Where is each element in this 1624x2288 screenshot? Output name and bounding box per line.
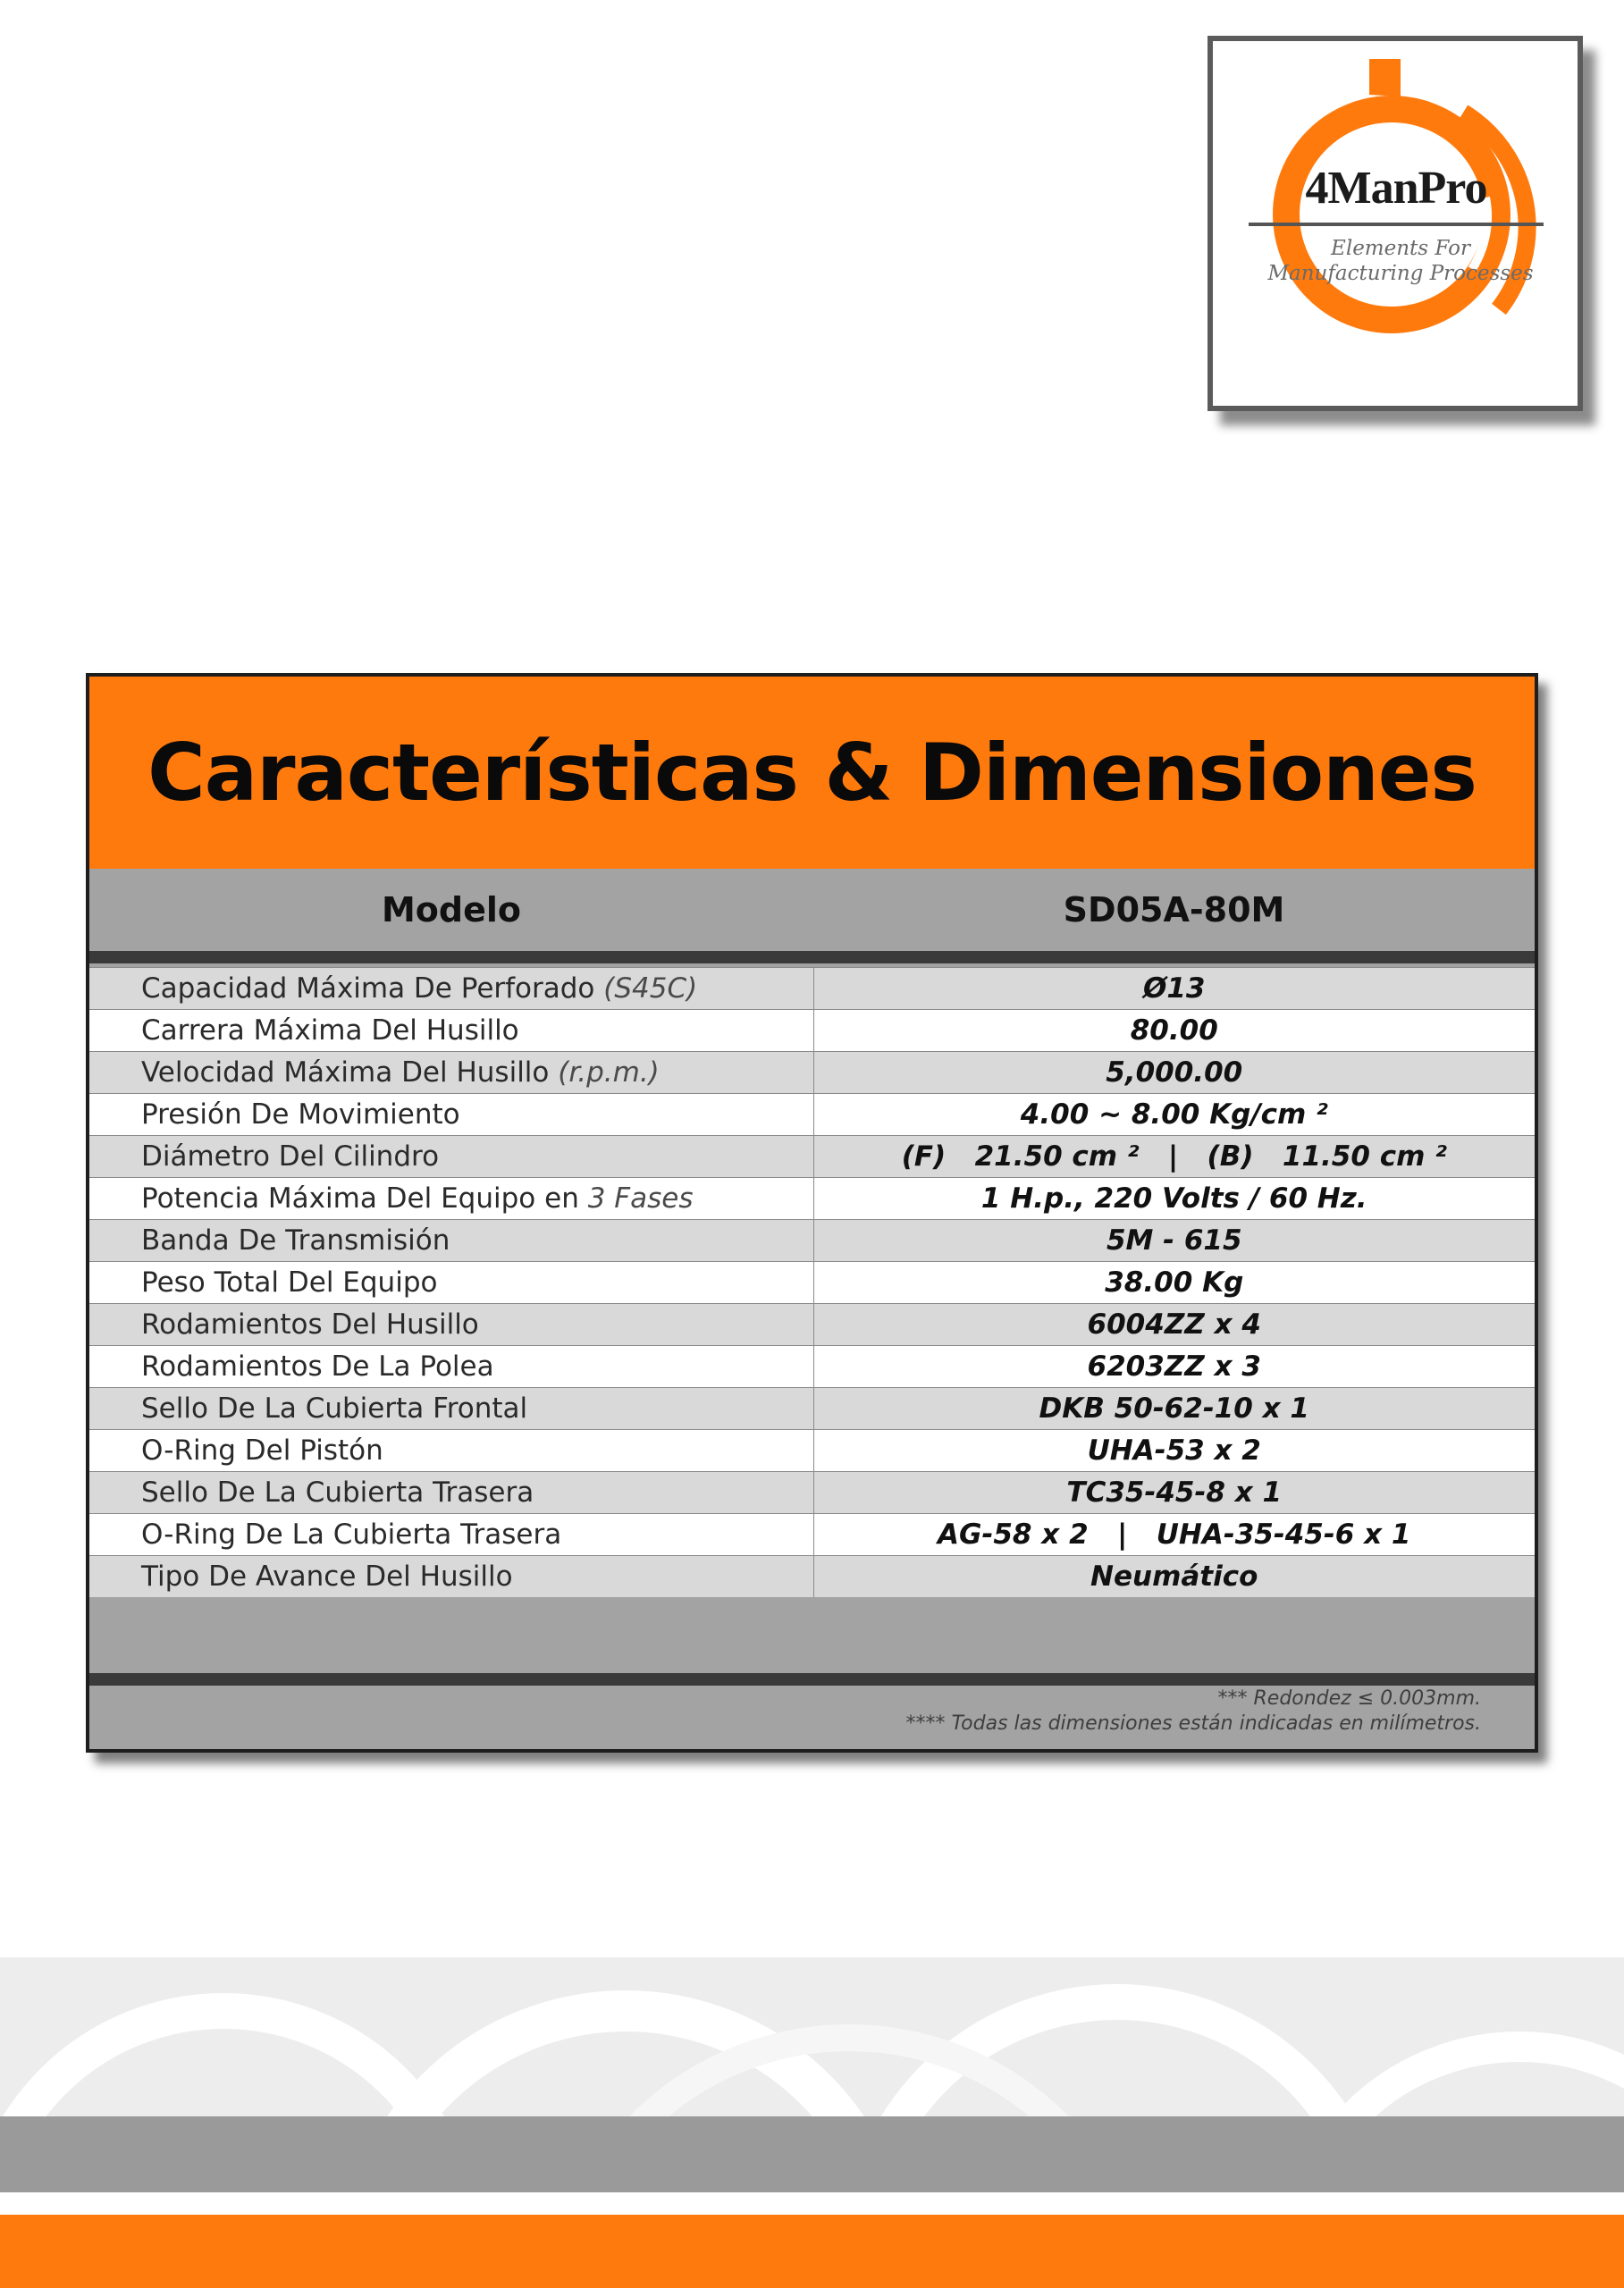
spec-value: Neumático bbox=[813, 1556, 1535, 1598]
spec-label-cell bbox=[89, 1094, 813, 1136]
table-row bbox=[89, 1010, 1535, 1052]
table-row bbox=[89, 1094, 1535, 1136]
table-row bbox=[89, 1346, 1535, 1388]
spec-label: Carrera Máxima Del Husillo bbox=[141, 1014, 519, 1047]
table-row bbox=[89, 1430, 1535, 1472]
footnote-roundness: *** Redondez ≤ 0.003mm. bbox=[1217, 1687, 1481, 1710]
logo-tagline-line2: Manufacturing Processes bbox=[1267, 262, 1534, 285]
spec-label: Peso Total Del Equipo bbox=[141, 1266, 438, 1299]
spec-label-note: 3 Fases bbox=[587, 1182, 694, 1215]
table-row bbox=[89, 1136, 1535, 1178]
spec-label-cell bbox=[89, 1388, 813, 1430]
spec-label-note: (S45C) bbox=[603, 972, 698, 1005]
table-row bbox=[89, 1388, 1535, 1430]
spec-label: Velocidad Máxima Del Husillo bbox=[141, 1056, 550, 1089]
spec-label: Diámetro Del Cilindro bbox=[141, 1140, 440, 1173]
spec-label: Capacidad Máxima De Perforado bbox=[141, 972, 595, 1005]
model-label: Modelo bbox=[381, 890, 522, 930]
spec-value: 1 H.p., 220 Volts / 60 Hz. bbox=[813, 1178, 1535, 1220]
specs-card bbox=[86, 673, 1538, 1753]
specs-table-body bbox=[89, 968, 1535, 1598]
spec-label-cell bbox=[89, 1136, 813, 1178]
logo-brand-text: 4ManPro bbox=[1305, 163, 1487, 214]
table-row bbox=[89, 1472, 1535, 1514]
logo-tagline-line1: Elements For bbox=[1331, 237, 1470, 260]
spec-value: (F) 21.50 cm ² | (B) 11.50 cm ² bbox=[813, 1136, 1535, 1178]
logo-tagline bbox=[1266, 236, 1535, 286]
spec-label: Sello De La Cubierta Frontal bbox=[141, 1392, 528, 1425]
spec-value: 6004ZZ x 4 bbox=[813, 1304, 1535, 1346]
footnotes bbox=[905, 1687, 1481, 1737]
spec-label-cell bbox=[89, 1346, 813, 1388]
spec-label-cell bbox=[89, 1304, 813, 1346]
model-header-row bbox=[89, 869, 1535, 951]
table-row bbox=[89, 1178, 1535, 1220]
spec-value: 80.00 bbox=[813, 1010, 1535, 1052]
company-logo bbox=[1207, 36, 1583, 411]
spec-label-cell bbox=[89, 1556, 813, 1598]
background-rings-decoration bbox=[0, 1957, 1624, 2118]
spec-label: O-Ring Del Pistón bbox=[141, 1434, 383, 1467]
footnote-units: **** Todas las dimensiones están indicadas en milímetros. bbox=[905, 1712, 1481, 1735]
spec-label-cell bbox=[89, 1220, 813, 1262]
spec-label-note: (r.p.m.) bbox=[558, 1056, 660, 1089]
logo-ring-icon bbox=[1213, 41, 1578, 406]
page-title: Características & Dimensiones bbox=[147, 727, 1477, 819]
spec-value: 5M - 615 bbox=[813, 1220, 1535, 1262]
specs-table bbox=[89, 967, 1535, 1597]
spec-value: AG-58 x 2 | UHA-35-45-6 x 1 bbox=[813, 1514, 1535, 1556]
spec-label: Tipo De Avance Del Husillo bbox=[141, 1560, 513, 1593]
spec-label-cell bbox=[89, 1052, 813, 1094]
spec-label-cell bbox=[89, 968, 813, 1010]
spec-value: TC35-45-8 x 1 bbox=[813, 1472, 1535, 1514]
spec-label: Presión De Movimiento bbox=[141, 1098, 460, 1131]
footer-gray-band bbox=[0, 2116, 1624, 2192]
spec-label-cell bbox=[89, 1010, 813, 1052]
model-value: SD05A-80M bbox=[1063, 890, 1285, 930]
spec-value: Ø13 bbox=[813, 968, 1535, 1010]
spec-label: O-Ring De La Cubierta Trasera bbox=[141, 1518, 562, 1551]
spec-value: 5,000.00 bbox=[813, 1052, 1535, 1094]
table-row bbox=[89, 1220, 1535, 1262]
spec-label: Banda De Transmisión bbox=[141, 1224, 450, 1257]
spec-label-cell bbox=[89, 1262, 813, 1304]
divider-bar-bottom bbox=[89, 1673, 1535, 1686]
spec-label: Potencia Máxima Del Equipo en bbox=[141, 1182, 579, 1215]
spec-label: Rodamientos Del Husillo bbox=[141, 1308, 479, 1341]
footer-white-gap bbox=[0, 2192, 1624, 2215]
table-row bbox=[89, 1514, 1535, 1556]
spec-value: UHA-53 x 2 bbox=[813, 1430, 1535, 1472]
footer-orange-band bbox=[0, 2215, 1624, 2288]
spec-label: Rodamientos De La Polea bbox=[141, 1350, 494, 1383]
spec-value: 38.00 Kg bbox=[813, 1262, 1535, 1304]
spec-label-cell bbox=[89, 1514, 813, 1556]
table-row bbox=[89, 1052, 1535, 1094]
card-title-band bbox=[89, 677, 1535, 869]
table-row bbox=[89, 1556, 1535, 1598]
spec-label-cell bbox=[89, 1472, 813, 1514]
spec-value: 6203ZZ x 3 bbox=[813, 1346, 1535, 1388]
table-row bbox=[89, 1262, 1535, 1304]
divider-bar-top bbox=[89, 951, 1535, 963]
table-row bbox=[89, 1304, 1535, 1346]
spec-value: DKB 50-62-10 x 1 bbox=[813, 1388, 1535, 1430]
spec-label-cell bbox=[89, 1430, 813, 1472]
spec-label: Sello De La Cubierta Trasera bbox=[141, 1476, 534, 1509]
spec-value: 4.00 ~ 8.00 Kg/cm ² bbox=[813, 1094, 1535, 1136]
table-row bbox=[89, 968, 1535, 1010]
spec-label-cell bbox=[89, 1178, 813, 1220]
